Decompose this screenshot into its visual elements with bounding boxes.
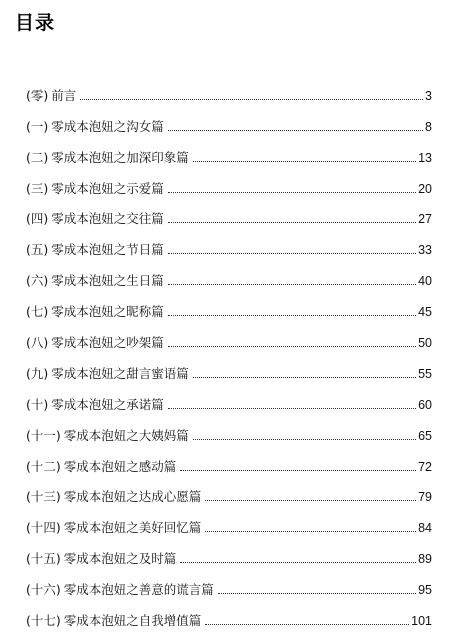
toc-entry-page-number: 40 <box>418 274 432 289</box>
toc-leader-dots <box>168 192 416 193</box>
toc-entry[interactable] <box>26 598 432 629</box>
toc-entry-title: 零成本泡妞之吵架篇 <box>51 335 164 351</box>
toc-entry-number: (九) <box>26 365 49 381</box>
toc-entry-number: (十六) <box>26 582 61 598</box>
toc-leader-dots <box>180 470 416 471</box>
toc-entry-number: (四) <box>26 211 49 227</box>
toc-entry-label <box>26 397 166 413</box>
toc-entry-title: 前言 <box>51 87 77 103</box>
toc-entry-label <box>26 489 203 505</box>
toc-entry-page-number: 89 <box>418 552 432 567</box>
toc-entry-label <box>26 181 166 197</box>
toc-entry-label <box>26 119 166 135</box>
toc-leader-dots <box>168 253 416 254</box>
toc-entry-number: (八) <box>26 335 49 351</box>
toc-entry-title: 零成本泡妞之承诺篇 <box>51 396 164 412</box>
toc-leader-dots <box>205 624 409 625</box>
toc-leader-dots <box>205 531 416 532</box>
toc-title: 目录 <box>15 12 56 34</box>
toc-entry[interactable] <box>26 351 432 382</box>
toc-entry-title: 零成本泡妞之节日篇 <box>51 242 164 258</box>
toc-entry[interactable] <box>26 289 432 320</box>
toc-entry-title: 零成本泡妞之沟女篇 <box>51 118 164 134</box>
toc-entry-page-number: 79 <box>418 490 432 505</box>
toc-entry-label <box>26 150 191 166</box>
toc-entry-label <box>26 88 78 104</box>
toc-entry-title: 零成本泡妞之甜言蜜语篇 <box>51 365 189 381</box>
toc-entry-page-number: 95 <box>418 583 432 598</box>
toc-entry-title: 零成本泡妞之自我增值篇 <box>63 613 202 629</box>
toc-entry-page-number: 3 <box>425 88 432 103</box>
toc-entry[interactable] <box>26 73 432 104</box>
toc-leader-dots <box>180 562 416 563</box>
toc-leader-dots <box>193 377 416 378</box>
toc-leader-dots <box>193 439 416 440</box>
toc-entry[interactable] <box>26 197 432 228</box>
toc-entry[interactable] <box>26 320 432 351</box>
toc-entry-title: 零成本泡妞之达成心愿篇 <box>63 489 202 505</box>
toc-entry-label <box>26 335 166 351</box>
toc-entry[interactable] <box>26 382 432 413</box>
toc-entry-title: 零成本泡妞之加深印象篇 <box>51 149 189 165</box>
toc-entry[interactable] <box>26 413 432 444</box>
toc-leader-dots <box>205 500 416 501</box>
toc-entry-label <box>26 613 203 629</box>
toc-leader-dots <box>193 161 416 162</box>
toc-entry[interactable] <box>26 444 432 475</box>
toc-entry-number: (零) <box>26 87 49 103</box>
toc-entry-number: (七) <box>26 304 49 320</box>
toc-entry-page-number: 13 <box>418 150 432 165</box>
toc-entry-label <box>26 366 191 382</box>
toc-entry-title: 零成本泡妞之美好回忆篇 <box>63 520 202 536</box>
toc-entry-number: (十三) <box>26 489 61 505</box>
toc-entry-title: 零成本泡妞之生日篇 <box>51 273 164 289</box>
toc-entry-label <box>26 459 178 475</box>
toc-entry-number: (十五) <box>26 551 61 567</box>
toc-entry-number: (十二) <box>26 458 61 474</box>
toc-entry[interactable] <box>26 536 432 567</box>
toc-entry-label <box>26 582 216 598</box>
toc-entry-page-number: 72 <box>418 459 432 474</box>
toc-entry-page-number: 8 <box>425 119 432 134</box>
toc-entry[interactable] <box>26 567 432 598</box>
toc-entry-title: 零成本泡妞之大姨妈篇 <box>63 427 189 443</box>
toc-entry[interactable] <box>26 135 432 166</box>
toc-entry-title: 零成本泡妞之善意的谎言篇 <box>63 582 214 598</box>
toc-list <box>26 73 432 629</box>
toc-entry[interactable] <box>26 227 432 258</box>
toc-entry-number: (一) <box>26 118 49 134</box>
toc-entry[interactable] <box>26 505 432 536</box>
toc-entry-title: 零成本泡妞之感动篇 <box>63 458 177 474</box>
toc-entry-page-number: 50 <box>418 336 432 351</box>
toc-leader-dots <box>168 346 416 347</box>
toc-entry[interactable] <box>26 475 432 506</box>
toc-leader-dots <box>168 130 423 131</box>
toc-entry-page-number: 20 <box>418 181 432 196</box>
toc-entry-page-number: 60 <box>418 397 432 412</box>
toc-entry-title: 零成本泡妞之昵称篇 <box>51 304 164 320</box>
toc-entry-label <box>26 520 203 536</box>
toc-entry-number: (十一) <box>26 427 61 443</box>
toc-entry[interactable] <box>26 166 432 197</box>
toc-entry-page-number: 84 <box>418 521 432 536</box>
toc-leader-dots <box>168 408 416 409</box>
toc-entry[interactable] <box>26 258 432 289</box>
toc-entry-label <box>26 242 166 258</box>
toc-leader-dots <box>168 222 416 223</box>
toc-leader-dots <box>218 593 416 594</box>
toc-entry-page-number: 101 <box>411 614 432 629</box>
toc-leader-dots <box>168 284 416 285</box>
toc-entry-label <box>26 211 166 227</box>
toc-entry-title: 零成本泡妞之示爱篇 <box>51 180 164 196</box>
toc-leader-dots <box>168 315 416 316</box>
toc-entry-label <box>26 428 191 444</box>
toc-entry-page-number: 45 <box>418 305 432 320</box>
toc-entry-page-number: 65 <box>418 428 432 443</box>
toc-entry-page-number: 55 <box>418 366 432 381</box>
toc-entry-number: (十四) <box>26 520 61 536</box>
toc-entry-number: (三) <box>26 180 49 196</box>
toc-entry[interactable] <box>26 104 432 135</box>
toc-leader-dots <box>80 99 423 100</box>
toc-entry-label <box>26 273 166 289</box>
toc-entry-number: (六) <box>26 273 49 289</box>
toc-entry-page-number: 33 <box>418 243 432 258</box>
toc-entry-label <box>26 304 166 320</box>
toc-entry-title: 零成本泡妞之及时篇 <box>63 551 177 567</box>
toc-entry-number: (二) <box>26 149 49 165</box>
toc-entry-page-number: 27 <box>418 212 432 227</box>
toc-entry-number: (十七) <box>26 613 61 629</box>
toc-entry-number: (五) <box>26 242 49 258</box>
toc-entry-number: (十) <box>26 396 49 412</box>
toc-entry-title: 零成本泡妞之交往篇 <box>51 211 164 227</box>
toc-entry-label <box>26 551 178 567</box>
